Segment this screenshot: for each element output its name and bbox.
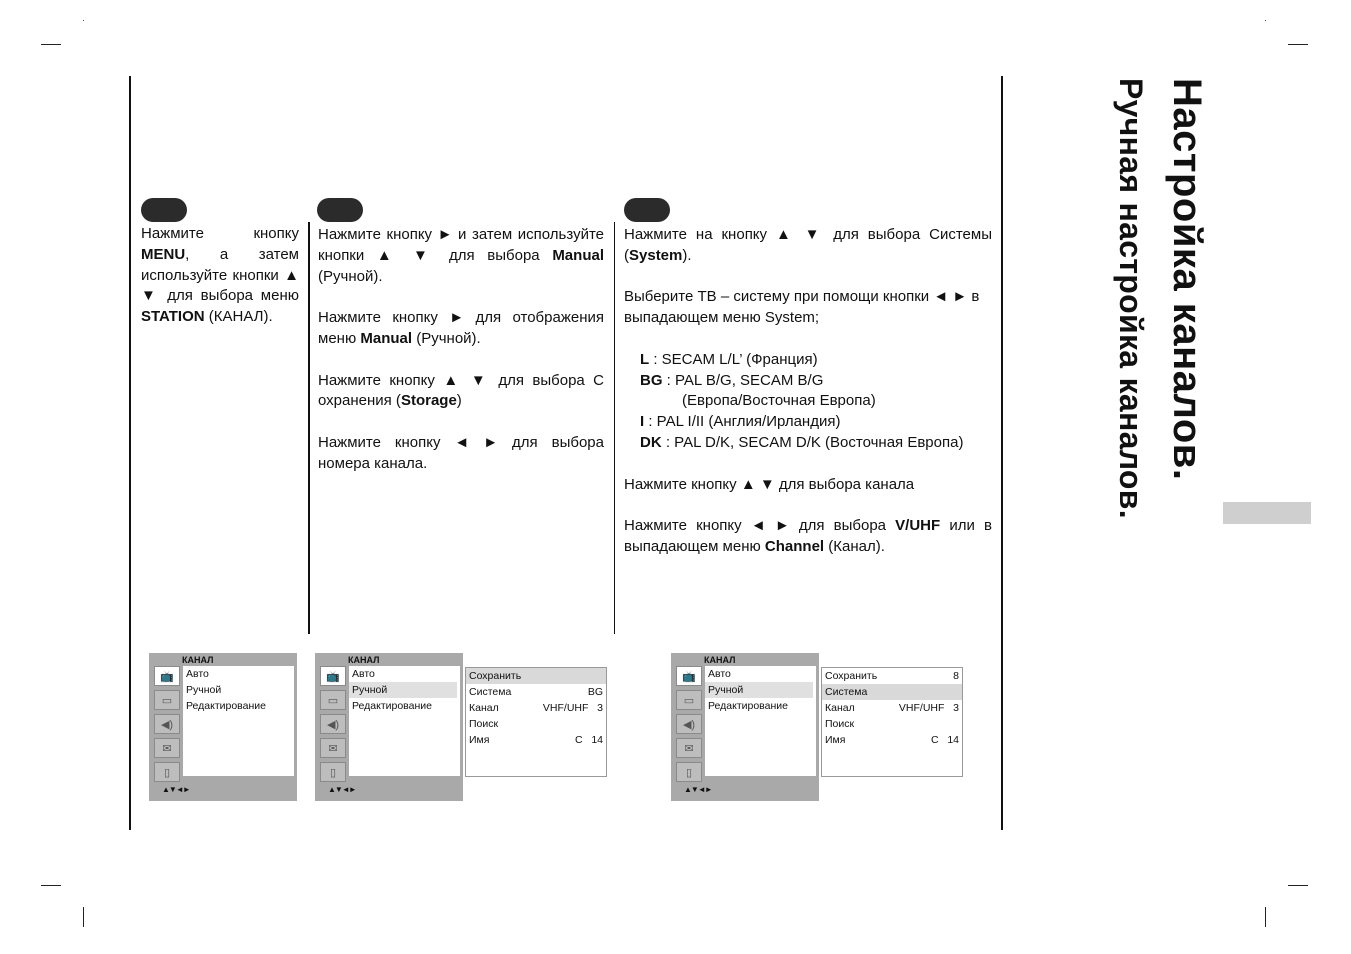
submenu-row-save[interactable]: Сохранить: [466, 668, 606, 684]
step1-text: Нажмите кнопку MENU, а затем используйте кнопки ▲ ▼ для выбора меню STATION (КАНАЛ).: [141, 225, 299, 326]
crop-mark: [41, 44, 61, 45]
frame-right-line: [1001, 76, 1003, 830]
crop-mark: [41, 885, 61, 886]
step2-para-1: Нажмите кнопку ► и затем используйте кнопки ▲ ▼ для выбора Manual (Ручной).: [318, 226, 604, 285]
manual-submenu-3: [821, 667, 963, 777]
step2-text: [318, 225, 604, 475]
step-marker-1: [141, 198, 187, 222]
osd-screen-3: [671, 653, 819, 801]
step3-para-4: Нажмите кнопку ◄ ► для выбора V/UHF или в выпадающем меню Channel (Канал).: [624, 517, 992, 555]
nav-arrows-icon: ▲▼◄►: [162, 785, 190, 794]
submenu-row-channel[interactable]: Канал VHF/UHF 3: [825, 702, 959, 714]
title-block: [1112, 78, 1212, 588]
picture-icon: ▭: [154, 690, 180, 710]
submenu-row-name[interactable]: Имя C 14: [825, 734, 959, 746]
submenu-row-search[interactable]: Поиск: [469, 718, 499, 730]
menu-item-auto[interactable]: Авто: [352, 668, 375, 680]
nav-arrows-icon: ▲▼◄►: [684, 785, 712, 794]
crop-mark: [1265, 907, 1266, 927]
step3-para-1: Нажмите на кнопку ▲ ▼ для выбора Системы (System).: [624, 226, 992, 264]
manual-submenu-2: [465, 667, 607, 777]
submenu-row-name[interactable]: Имя C 14: [469, 734, 603, 746]
section-tab: [1223, 502, 1311, 524]
tv-icon: 📺: [676, 666, 702, 686]
crop-mark: [83, 907, 84, 927]
step3-text: [624, 225, 992, 558]
submenu-row-channel[interactable]: Канал VHF/UHF 3: [469, 702, 603, 714]
envelope-icon: ✉: [154, 738, 180, 758]
step2-para-3: Нажмите кнопку ▲ ▼ для выбора С охранения (Storage): [318, 371, 604, 410]
crop-dot: [1265, 20, 1266, 21]
envelope-icon: ✉: [320, 738, 346, 758]
crop-mark: [1288, 885, 1308, 886]
menu-item-auto[interactable]: Авто: [708, 668, 731, 680]
osd-screen-2: [315, 653, 463, 801]
submenu-row-system[interactable]: Система BG: [469, 686, 603, 698]
page-subtitle: Ручная настройка каналов.: [1113, 78, 1149, 519]
speaker-icon: ◀): [320, 714, 346, 734]
menu-item-edit[interactable]: Редактирование: [352, 700, 432, 712]
step2-para-4: Нажмите кнопку ◄ ► для выбора номера канала.: [318, 433, 604, 472]
crop-mark: [1288, 44, 1308, 45]
tv-icon: 📺: [320, 666, 346, 686]
picture-icon: ▭: [320, 690, 346, 710]
submenu-row-save[interactable]: Сохранить 8: [825, 670, 959, 682]
osd-screen-1: [149, 653, 297, 801]
menu-item-edit[interactable]: Редактирование: [186, 700, 266, 712]
setup-icon: ▯: [154, 762, 180, 782]
speaker-icon: ◀): [154, 714, 180, 734]
menu-item-edit[interactable]: Редактирование: [708, 700, 788, 712]
step3-para-2: Выберите ТВ – систему при помощи кнопки ◄ ► в выпадающем меню System;: [624, 288, 980, 327]
osd-title: КАНАЛ: [182, 655, 214, 665]
crop-dot: [83, 20, 84, 21]
system-list: L : SECAM L/L’ (Франция) BG : PAL B/G, SECAM B/G (Европа/Восточная Европа) I : PAL I/II (Англия/Ирландия) DK : PAL D/K, SECAM D/K (Восточная Европа): [640, 350, 964, 451]
osd-title: КАНАЛ: [704, 655, 736, 665]
submenu-row-system[interactable]: Система: [822, 684, 962, 700]
page-title: Настройка каналов.: [1165, 78, 1209, 481]
step-marker-2: [317, 198, 363, 222]
submenu-row-search[interactable]: Поиск: [825, 718, 855, 730]
setup-icon: ▯: [676, 762, 702, 782]
setup-icon: ▯: [320, 762, 346, 782]
menu-item-manual[interactable]: Ручной: [705, 682, 813, 698]
picture-icon: ▭: [676, 690, 702, 710]
speaker-icon: ◀): [676, 714, 702, 734]
osd-title: КАНАЛ: [348, 655, 380, 665]
step-marker-3: [624, 198, 670, 222]
menu-item-manual[interactable]: Ручной: [186, 684, 222, 696]
column-divider: [614, 222, 615, 634]
menu-item-manual[interactable]: Ручной: [349, 682, 457, 698]
frame-left-line: [129, 76, 131, 830]
tv-icon: 📺: [154, 666, 180, 686]
step2-para-2: Нажмите кнопку ► для отображения меню Manual (Ручной).: [318, 309, 604, 347]
column-divider: [308, 222, 310, 634]
step3-para-3: Нажмите кнопку ▲ ▼ для выбора канала: [624, 475, 915, 493]
menu-item-auto[interactable]: Авто: [186, 668, 209, 680]
envelope-icon: ✉: [676, 738, 702, 758]
nav-arrows-icon: ▲▼◄►: [328, 785, 356, 794]
